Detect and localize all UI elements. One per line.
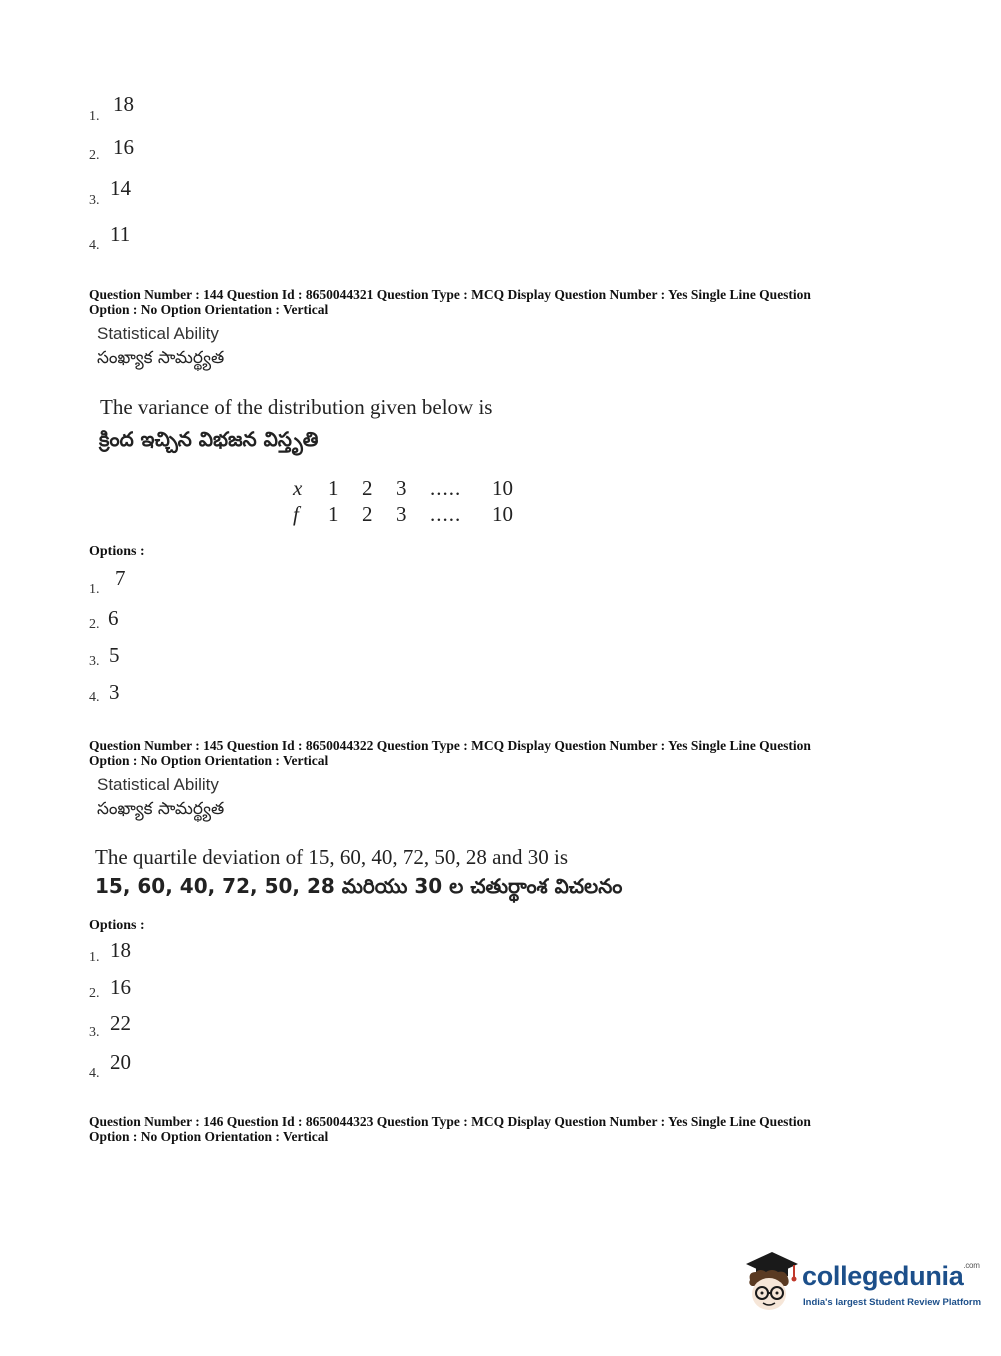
option-value: 20 xyxy=(110,1050,131,1074)
mascot-icon xyxy=(742,1250,800,1312)
table-cell: 1 xyxy=(328,476,339,500)
option-value: 7 xyxy=(115,566,126,590)
option-number: 3. xyxy=(89,1025,100,1040)
section-title-en: Statistical Ability xyxy=(97,775,219,794)
option-value: 22 xyxy=(110,1011,131,1035)
brand-tagline: India's largest Student Review Platform xyxy=(803,1297,982,1308)
option-value: 18 xyxy=(110,938,131,962)
table-cell: ..... xyxy=(430,476,462,500)
option-number: 3. xyxy=(89,193,100,208)
row-label-f: f xyxy=(293,502,299,526)
option-number: 4. xyxy=(89,1066,100,1081)
table-cell: ..... xyxy=(430,502,462,526)
option-number: 1. xyxy=(89,582,100,597)
question-meta-line1: Question Number : 145 Question Id : 8650044322 Question Type : MCQ Display Question Number : Yes Single Line Question xyxy=(89,738,811,753)
option-number: 2. xyxy=(89,148,100,163)
question-meta-line2: Option : No Option Orientation : Vertical xyxy=(89,1129,329,1144)
section-title-te: సంఖ్యాక సామర్థ్యత xyxy=(97,348,225,368)
option-value: 18 xyxy=(113,92,134,116)
option-number: 2. xyxy=(89,986,100,1001)
option-value: 3 xyxy=(109,680,120,704)
question-meta-line1: Question Number : 144 Question Id : 8650044321 Question Type : MCQ Display Question Number : Yes Single Line Question xyxy=(89,287,811,302)
option-value: 11 xyxy=(110,222,131,246)
collegedunia-logo[interactable] xyxy=(742,1250,982,1316)
question-meta-line2: Option : No Option Orientation : Vertical xyxy=(89,753,329,768)
table-cell: 3 xyxy=(396,476,407,500)
table-cell: 10 xyxy=(492,476,513,500)
option-value: 16 xyxy=(110,975,131,999)
option-number: 1. xyxy=(89,950,100,965)
table-cell: 1 xyxy=(328,502,339,526)
table-cell: 10 xyxy=(492,502,513,526)
options-label: Options : xyxy=(89,918,145,933)
brand-name: collegedunia xyxy=(802,1261,964,1291)
section-title-te: సంఖ్యాక సామర్థ్యత xyxy=(97,799,225,819)
option-number: 1. xyxy=(89,109,100,124)
row-label-x: x xyxy=(293,476,303,500)
question-text-te xyxy=(95,874,622,903)
question-text-en: The quartile deviation of 15, 60, 40, 72, 50, 28 and 30 is xyxy=(95,845,569,869)
question-text-te-span: 15, 60, 40, 72, 50, 28 మరియు 30 ల చతుర్థాంశ విచలనం xyxy=(95,874,623,898)
options-label: Options : xyxy=(89,544,145,559)
option-number: 4. xyxy=(89,238,100,253)
option-number: 3. xyxy=(89,654,100,669)
table-cell: 3 xyxy=(396,502,407,526)
table-cell: 2 xyxy=(362,502,373,526)
section-title-en: Statistical Ability xyxy=(97,324,219,343)
option-value: 14 xyxy=(110,176,131,200)
question-text-en: The variance of the distribution given below is xyxy=(100,395,493,419)
option-value: 16 xyxy=(113,135,134,159)
question-meta-line1: Question Number : 146 Question Id : 8650044323 Question Type : MCQ Display Question Number : Yes Single Line Question xyxy=(89,1114,811,1129)
question-meta-line2: Option : No Option Orientation : Vertical xyxy=(89,302,329,317)
table-cell: 2 xyxy=(362,476,373,500)
brand-suffix: .com xyxy=(963,1261,980,1270)
option-number: 2. xyxy=(89,617,100,632)
option-number: 4. xyxy=(89,690,100,705)
distribution-table xyxy=(290,476,530,532)
option-value: 6 xyxy=(108,606,119,630)
option-value: 5 xyxy=(109,643,120,667)
question-text-te: క్రింద ఇచ్చిన విభజన విస్తృతి xyxy=(99,427,319,451)
